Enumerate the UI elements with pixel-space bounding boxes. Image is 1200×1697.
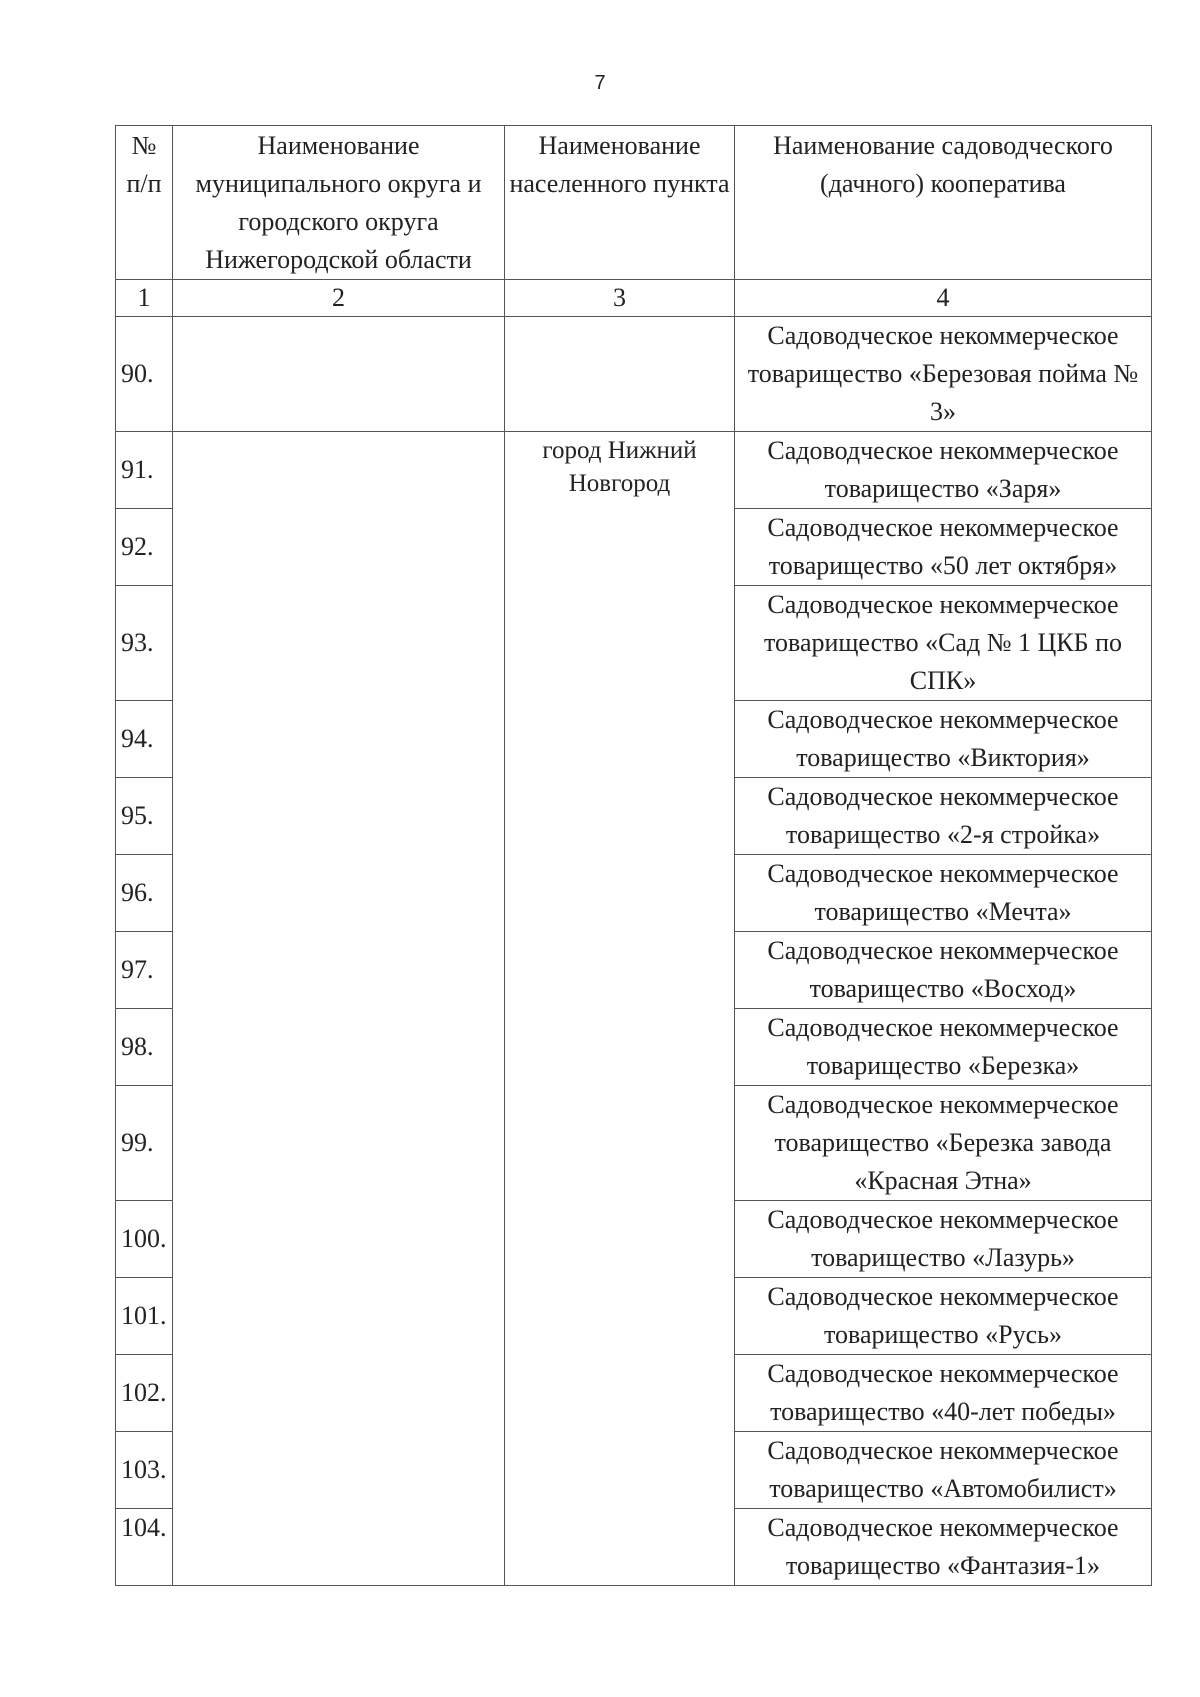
- column-index: 2: [173, 280, 505, 317]
- settlement-cell: [505, 317, 735, 432]
- cooperative-name: Садоводческое некоммерческое товарищество «Заря»: [735, 432, 1152, 509]
- district-cell: [173, 432, 505, 1586]
- cooperative-name: Садоводческое некоммерческое товарищество «Русь»: [735, 1278, 1152, 1355]
- column-index-row: [116, 280, 1152, 317]
- column-index: 1: [116, 280, 173, 317]
- row-number: 93.: [116, 586, 173, 701]
- row-number: 95.: [116, 778, 173, 855]
- cooperative-name: Садоводческое некоммерческое товарищество «Восход»: [735, 932, 1152, 1009]
- cooperative-name: Садоводческое некоммерческое товарищество «50 лет октября»: [735, 509, 1152, 586]
- header-number: № п/п: [116, 126, 173, 280]
- cooperative-name: Садоводческое некоммерческое товарищество «Виктория»: [735, 701, 1152, 778]
- row-number: 90.: [116, 317, 173, 432]
- cooperative-name: Садоводческое некоммерческое товарищество «40-лет победы»: [735, 1355, 1152, 1432]
- row-number: 96.: [116, 855, 173, 932]
- row-number: 91.: [116, 432, 173, 509]
- cooperative-name: Садоводческое некоммерческое товарищество «Березовая пойма № 3»: [735, 317, 1152, 432]
- table-row: [116, 432, 1152, 509]
- cooperative-name: Садоводческое некоммерческое товарищество «Березка»: [735, 1009, 1152, 1086]
- row-number: 99.: [116, 1086, 173, 1201]
- header-district: Наименование муниципального округа и городского округа Нижегородской области: [173, 126, 505, 280]
- cooperative-name: Садоводческое некоммерческое товарищество «Сад № 1 ЦКБ по СПК»: [735, 586, 1152, 701]
- row-number: 98.: [116, 1009, 173, 1086]
- header-settlement: Наименование населенного пункта: [505, 126, 735, 280]
- cooperative-name: Садоводческое некоммерческое товарищество «Мечта»: [735, 855, 1152, 932]
- cooperatives-table: [115, 125, 1152, 1586]
- row-number: 97.: [116, 932, 173, 1009]
- row-number: 103.: [116, 1432, 173, 1509]
- header-cooperative: Наименование садоводческого (дачного) кооператива: [735, 126, 1152, 280]
- cooperative-name: Садоводческое некоммерческое товарищество «Фантазия-1»: [735, 1509, 1152, 1586]
- cooperative-name: Садоводческое некоммерческое товарищество «Автомобилист»: [735, 1432, 1152, 1509]
- page-number: 7: [594, 72, 606, 94]
- cooperative-name: Садоводческое некоммерческое товарищество «2-я стройка»: [735, 778, 1152, 855]
- row-number: 102.: [116, 1355, 173, 1432]
- row-number: 94.: [116, 701, 173, 778]
- row-number: 92.: [116, 509, 173, 586]
- row-number: 101.: [116, 1278, 173, 1355]
- cooperative-name: Садоводческое некоммерческое товарищество «Березка завода «Красная Этна»: [735, 1086, 1152, 1201]
- column-index: 3: [505, 280, 735, 317]
- cooperative-name: Садоводческое некоммерческое товарищество «Лазурь»: [735, 1201, 1152, 1278]
- column-index: 4: [735, 280, 1152, 317]
- table-header-row: [116, 126, 1152, 280]
- row-number: 100.: [116, 1201, 173, 1278]
- district-cell: [173, 317, 505, 432]
- table-row: [116, 317, 1152, 432]
- settlement-cell: город Нижний Новгород: [505, 432, 735, 1586]
- row-number: 104.: [116, 1509, 173, 1586]
